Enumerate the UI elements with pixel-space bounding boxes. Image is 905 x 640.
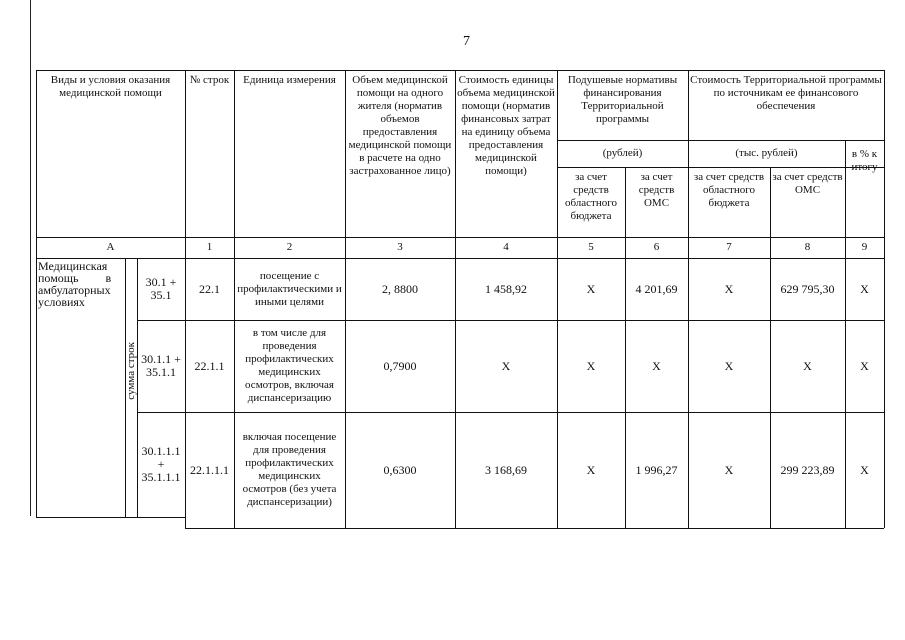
- row-sum-formula: 30.1.1.1 + 35.1.1.1: [141, 444, 181, 484]
- sum-rows-label-text: сумма строк: [124, 342, 137, 400]
- row-unit: посещение с профилактическими и иными целями: [237, 269, 342, 308]
- row-oms-6: 1 996,27: [635, 462, 678, 477]
- group-label-line: условиях: [38, 295, 85, 309]
- binding-margin-line: [30, 0, 31, 516]
- row-percent-total: Х: [860, 358, 869, 373]
- header-oms-6: за счет средств ОМС: [638, 171, 675, 209]
- row-regional-budget-7: Х: [724, 358, 734, 373]
- table-hline: [36, 517, 185, 518]
- row-volume: 0,7900: [383, 358, 417, 373]
- header-types: Виды и условия оказания медицинской помощи: [50, 74, 171, 99]
- row-oms-8: Х: [803, 358, 812, 373]
- row-number: 22.1: [199, 281, 220, 296]
- column-number-6: 6: [653, 241, 660, 253]
- table-hline: [557, 167, 884, 168]
- row-oms-6: Х: [652, 358, 661, 373]
- row-oms-8: 299 223,89: [780, 462, 835, 477]
- column-number-1: 1: [206, 241, 213, 253]
- column-number-8: 8: [804, 241, 811, 253]
- row-unit: включая посещение для проведения профилактических медицинских осмотров (без учета диспансеризации): [242, 431, 337, 508]
- column-number-7: 7: [726, 241, 732, 253]
- group-label-line: Медицинская: [38, 259, 108, 273]
- group-label-line: помощь в: [38, 271, 112, 285]
- row-sum-formula: 30.1.1 + 35.1.1: [141, 352, 181, 379]
- column-number-4: 4: [503, 241, 509, 253]
- group-label-line: амбулаторных: [38, 283, 111, 297]
- row-volume: 0,6300: [383, 462, 417, 477]
- row-unit-cost: Х: [501, 358, 511, 373]
- group-label: [36, 260, 125, 320]
- row-unit: в том числе для проведения профилактических медицинских осмотров, включая диспансеризацию: [245, 327, 334, 404]
- column-number-2: 2: [286, 241, 293, 253]
- column-number-a: А: [106, 241, 115, 253]
- sum-rows-label: [125, 320, 137, 422]
- row-number: 22.1.1.1: [190, 462, 229, 477]
- header-thousand-rubles: (тыс. рублей): [735, 147, 798, 159]
- row-regional-budget-5: Х: [586, 281, 596, 296]
- row-regional-budget-7: Х: [724, 462, 734, 477]
- header-percent-total: в % к итогу: [851, 148, 878, 173]
- table-hline: [36, 70, 884, 71]
- header-unit: Единица измерения: [243, 74, 336, 86]
- column-number-5: 5: [588, 241, 594, 253]
- row-unit-cost: 1 458,92: [485, 281, 527, 296]
- row-regional-budget-5: Х: [586, 358, 596, 373]
- row-sum-formula: 30.1 + 35.1: [145, 275, 177, 302]
- header-regional-budget-7: за счет средств областного бюджета: [693, 171, 765, 209]
- row-oms-6: 4 201,69: [635, 281, 678, 296]
- row-regional-budget-7: Х: [724, 281, 734, 296]
- row-regional-budget-5: Х: [586, 462, 596, 477]
- header-row-number: № строк: [189, 74, 230, 86]
- row-percent-total: Х: [860, 281, 869, 296]
- header-cost-program: Стоимость Территориальной программы по источникам ее финансового обеспечения: [690, 74, 882, 112]
- header-unit-cost: Стоимость единицы объема медицинской помощи (норматив финансовых затрат на единицу объема предоставления медицинской помощи): [457, 74, 555, 177]
- column-number-3: 3: [397, 241, 403, 253]
- row-number: 22.1.1: [194, 358, 225, 373]
- table-hline: [185, 528, 884, 529]
- header-oms-8: за счет средств ОМС: [772, 171, 843, 196]
- header-volume: Объем медицинской помощи на одного жителя (норматив объемов предоставления медицинской помощи в расчете на одно застрахованное лицо): [348, 74, 452, 177]
- row-percent-total: Х: [860, 462, 869, 477]
- column-number-9: 9: [861, 241, 868, 253]
- row-volume: 2, 8800: [382, 281, 418, 296]
- row-unit-cost: 3 168,69: [485, 462, 527, 477]
- row-oms-8: 629 795,30: [780, 281, 835, 296]
- table-vline: [884, 70, 885, 528]
- header-rubles: (рублей): [602, 147, 643, 159]
- header-per-capita: Подушевые нормативы финансирования Территориальной программы: [567, 74, 678, 125]
- header-regional-budget-5: за счет средств областного бюджета: [564, 171, 617, 222]
- page-number: 7: [463, 34, 470, 49]
